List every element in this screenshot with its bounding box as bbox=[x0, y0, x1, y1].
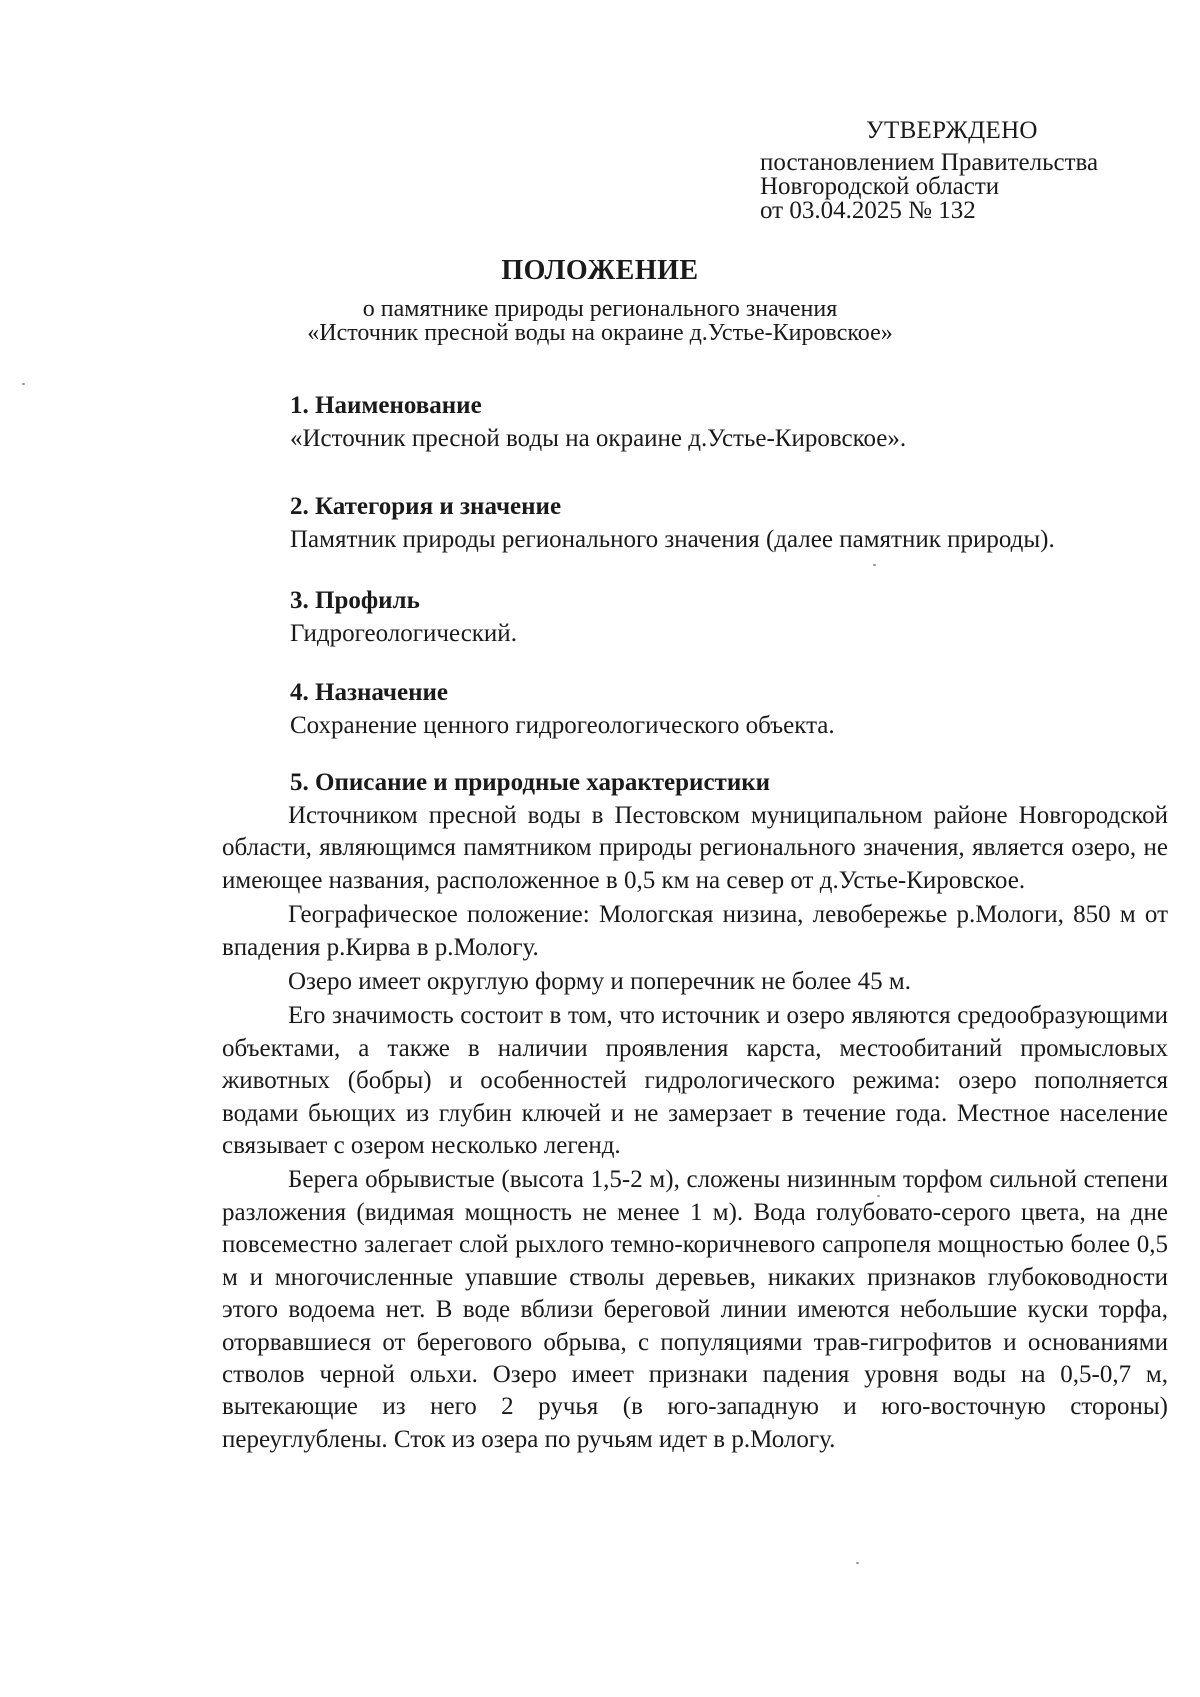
approval-line-1: постановлением Правительства bbox=[760, 149, 1099, 176]
scan-speck bbox=[877, 1195, 880, 1197]
scan-speck bbox=[856, 1562, 859, 1564]
description-paragraph: Географическое положение: Мологская низина, левобережье р.Мологи, 850 м от впадения р.Кирва в р.Мологу. bbox=[222, 901, 1168, 961]
document-title: ПОЛОЖЕНИЕ bbox=[501, 255, 699, 286]
section-heading: 2. Категория и значение bbox=[290, 493, 562, 520]
section-heading: 1. Наименование bbox=[290, 392, 482, 419]
section-text: «Источник пресной воды на окраине д.Устье-Кировское». bbox=[290, 425, 907, 452]
scan-speck bbox=[873, 564, 876, 566]
approval-line-3: от 03.04.2025 № 132 bbox=[760, 197, 976, 224]
approval-title: УТВЕРЖДЕНО bbox=[866, 117, 1038, 144]
document-subtitle-line-1: о памятнике природы регионального значения bbox=[362, 296, 838, 322]
section-text: Гидрогеологический. bbox=[290, 620, 517, 647]
scan-speck bbox=[22, 383, 25, 385]
section-heading: 5. Описание и природные характеристики bbox=[290, 769, 771, 796]
section-profile bbox=[290, 585, 1170, 651]
section-text: Памятник природы регионального значения (далее памятник природы). bbox=[290, 526, 1055, 553]
description-body bbox=[222, 800, 1168, 1456]
section-heading: 4. Назначение bbox=[290, 679, 448, 706]
section-purpose bbox=[290, 677, 1170, 743]
section-heading: 3. Профиль bbox=[290, 587, 420, 614]
description-paragraph: Берега обрывистые (высота 1,5-2 м), сложены низинным торфом сильной степени разложения (видимая мощность не менее 1 м). Вода голубовато-серого цвета, на дне повсеместно залегает слой рыхлого темно-коричневого сапропеля мощностью более 0,5 м и многочисленные упавшие стволы деревьев, никаких признаков глубоководности этого водоема нет. В воде вблизи береговой линии имеются небольшие куски торфа, оторвавшиеся от берегового обрыва, с популяциями трав-гигрофитов и основаниями стволов черной ольхи. Озеро имеет признаки падения уровня воды на 0,5-0,7 м, вытекающие из него 2 ручья (в юго-западную и юго-восточную стороны) переуглублены. Сток из озера по ручьям идет в р.Мологу. bbox=[222, 1166, 1168, 1453]
approval-line-2: Новгородской области bbox=[760, 173, 1000, 200]
section-category bbox=[290, 491, 1170, 557]
document-subtitle-line-2: «Источник пресной воды на окраине д.Устье-Кировское» bbox=[307, 320, 893, 346]
description-paragraph: Его значимость состоит в том, что источник и озеро являются средообразующими объектами, а также в наличии проявления карста, местообитаний промысловых животных (бобры) и особенностей гидрологического режима: озеро пополняется водами бьющих из глубин ключей и не замерзает в течение года. Местное население связывает с озером несколько легенд. bbox=[222, 1002, 1168, 1160]
description-paragraph: Источником пресной воды в Пестовском муниципальном районе Новгородской области, являющимся памятником природы регионального значения, является озеро, не имеющее названия, расположенное в 0,5 км на север от д.Устье-Кировское. bbox=[222, 802, 1168, 894]
section-description bbox=[290, 767, 1170, 799]
section-name bbox=[290, 390, 1170, 456]
section-text: Сохранение ценного гидрогеологического объекта. bbox=[290, 712, 835, 739]
description-paragraph: Озеро имеет округлую форму и поперечник не более 45 м. bbox=[288, 968, 911, 996]
